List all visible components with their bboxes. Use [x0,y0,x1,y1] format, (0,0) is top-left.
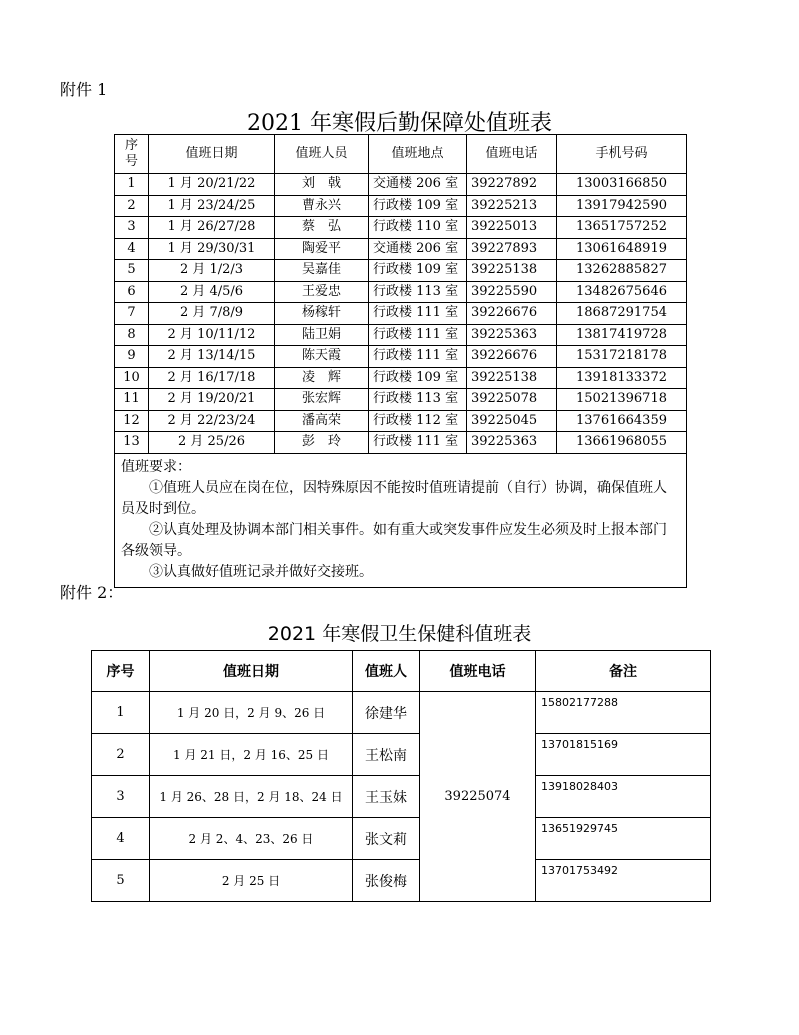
cell-no: 10 [115,367,149,389]
cell-date: 2 月 19/20/21 [149,389,275,411]
header-date: 值班日期 [149,135,275,174]
cell-place: 行政楼 112 室 [369,410,467,432]
header-note: 备注 [536,651,711,692]
cell-place: 行政楼 111 室 [369,432,467,454]
cell-no: 3 [115,217,149,239]
cell-phone: 39227893 [467,238,557,260]
header-person: 值班人员 [275,135,369,174]
table-row [115,367,687,389]
cell-date: 2 月 22/23/24 [149,410,275,432]
table-row [115,174,687,196]
cell-person: 曹永兴 [275,195,369,217]
requirement-item-1: ①值班人员应在岗在位，因特殊原因不能按时值班请提前（自行）协调，确保值班人员及时到位。 [121,479,667,517]
cell-date: 2 月 25 日 [150,860,353,902]
cell-mobile: 15317218178 [557,346,687,368]
cell-mobile: 13918028403 [536,776,711,818]
cell-mobile: 13651929745 [536,818,711,860]
cell-person: 彭 玲 [275,432,369,454]
cell-no: 2 [115,195,149,217]
cell-date: 1 月 20 日，2 月 9、26 日 [150,692,353,734]
cell-place: 行政楼 111 室 [369,324,467,346]
requirement-item-2: ②认真处理及协调本部门相关事件。如有重大或突发事件应发生必须及时上报本部门各级领导。 [121,521,667,559]
cell-place: 交通楼 206 室 [369,238,467,260]
cell-person: 王松南 [353,734,420,776]
table1-title: 2021 年寒假后勤保障处值班表 [247,111,552,136]
cell-person: 陆卫娟 [275,324,369,346]
attachment-1-label: 附件 1 [60,80,108,99]
cell-phone: 39225138 [467,367,557,389]
cell-person: 陶爱平 [275,238,369,260]
cell-person: 张宏辉 [275,389,369,411]
cell-date: 2 月 7/8/9 [149,303,275,325]
cell-place: 交通楼 206 室 [369,174,467,196]
header-no: 序 号 [115,135,149,174]
attachment-2-label: 附件 2： [60,583,124,602]
table-row [115,238,687,260]
cell-person: 蔡 弘 [275,217,369,239]
table-row [115,281,687,303]
cell-no: 8 [115,324,149,346]
cell-mobile: 13661968055 [557,432,687,454]
cell-date: 1 月 26、28 日，2 月 18、24 日 [150,776,353,818]
duty-table-logistics [114,134,687,588]
cell-phone: 39225363 [467,324,557,346]
cell-date: 2 月 13/14/15 [149,346,275,368]
header-place: 值班地点 [369,135,467,174]
cell-person: 刘 戟 [275,174,369,196]
table-row [115,260,687,282]
cell-date: 1 月 21 日，2 月 16、25 日 [150,734,353,776]
cell-mobile: 13482675646 [557,281,687,303]
cell-mobile: 13061648919 [557,238,687,260]
cell-date: 2 月 2、4、23、26 日 [150,818,353,860]
cell-no: 5 [115,260,149,282]
cell-person: 杨稼轩 [275,303,369,325]
cell-person: 潘高荣 [275,410,369,432]
cell-no: 4 [115,238,149,260]
cell-mobile: 15802177288 [536,692,711,734]
cell-date: 1 月 20/21/22 [149,174,275,196]
cell-date: 2 月 1/2/3 [149,260,275,282]
cell-mobile: 13003166850 [557,174,687,196]
cell-no: 11 [115,389,149,411]
cell-date: 2 月 4/5/6 [149,281,275,303]
requirements-row [115,453,687,587]
cell-phone: 39225013 [467,217,557,239]
cell-phone: 39227892 [467,174,557,196]
table-row [92,692,711,734]
cell-date: 2 月 25/26 [149,432,275,454]
cell-mobile: 13651757252 [557,217,687,239]
cell-person: 王玉妹 [353,776,420,818]
requirements-heading: 值班要求： [121,458,191,475]
table-row [92,818,711,860]
cell-phone: 39226676 [467,303,557,325]
cell-place: 行政楼 110 室 [369,217,467,239]
table-row [115,195,687,217]
cell-person: 凌 辉 [275,367,369,389]
cell-person: 陈天霞 [275,346,369,368]
table-row [92,776,711,818]
table-row [115,303,687,325]
duty-table-health [91,650,711,902]
cell-no: 5 [92,860,150,902]
cell-no: 13 [115,432,149,454]
requirements [115,453,687,587]
cell-no: 1 [115,174,149,196]
cell-date: 2 月 10/11/12 [149,324,275,346]
cell-no: 1 [92,692,150,734]
cell-no: 12 [115,410,149,432]
cell-mobile: 13701753492 [536,860,711,902]
cell-no: 7 [115,303,149,325]
header-mobile: 手机号码 [557,135,687,174]
cell-place: 行政楼 111 室 [369,346,467,368]
cell-phone: 39226676 [467,346,557,368]
header-no: 序号 [92,651,150,692]
cell-mobile: 13701815169 [536,734,711,776]
table-row [115,346,687,368]
cell-date: 1 月 26/27/28 [149,217,275,239]
header-phone: 值班电话 [467,135,557,174]
cell-person: 张文莉 [353,818,420,860]
cell-person: 徐建华 [353,692,420,734]
table-row [115,217,687,239]
cell-person: 王爱忠 [275,281,369,303]
cell-place: 行政楼 111 室 [369,303,467,325]
cell-phone: 39225138 [467,260,557,282]
cell-place: 行政楼 113 室 [369,389,467,411]
cell-phone: 39225078 [467,389,557,411]
header-date: 值班日期 [150,651,353,692]
cell-phone: 39225363 [467,432,557,454]
cell-person: 吴嘉佳 [275,260,369,282]
cell-mobile: 13262885827 [557,260,687,282]
cell-no: 3 [92,776,150,818]
table-row [92,734,711,776]
cell-mobile: 13817419728 [557,324,687,346]
cell-place: 行政楼 113 室 [369,281,467,303]
cell-mobile: 18687291754 [557,303,687,325]
table1-header-row [115,135,687,174]
table2-header-row [92,651,711,692]
table2-title: 2021 年寒假卫生保健科值班表 [267,623,532,645]
table-row [92,860,711,902]
cell-date: 2 月 16/17/18 [149,367,275,389]
header-person: 值班人 [353,651,420,692]
cell-date: 1 月 29/30/31 [149,238,275,260]
cell-date: 1 月 23/24/25 [149,195,275,217]
table-row [115,410,687,432]
cell-no: 4 [92,818,150,860]
cell-phone: 39225213 [467,195,557,217]
cell-mobile: 13918133372 [557,367,687,389]
requirement-item-3: ③认真做好值班记录并做好交接班。 [149,563,373,580]
cell-no: 6 [115,281,149,303]
table-row [115,389,687,411]
cell-no: 9 [115,346,149,368]
table-row [115,432,687,454]
header-phone: 值班电话 [420,651,536,692]
table-row [115,324,687,346]
cell-mobile: 15021396718 [557,389,687,411]
cell-phone: 39225045 [467,410,557,432]
cell-mobile: 13917942590 [557,195,687,217]
cell-person: 张俊梅 [353,860,420,902]
cell-no: 2 [92,734,150,776]
cell-phone-shared: 39225074 [420,692,536,902]
cell-mobile: 13761664359 [557,410,687,432]
cell-place: 行政楼 109 室 [369,195,467,217]
cell-place: 行政楼 109 室 [369,260,467,282]
cell-phone: 39225590 [467,281,557,303]
cell-place: 行政楼 109 室 [369,367,467,389]
